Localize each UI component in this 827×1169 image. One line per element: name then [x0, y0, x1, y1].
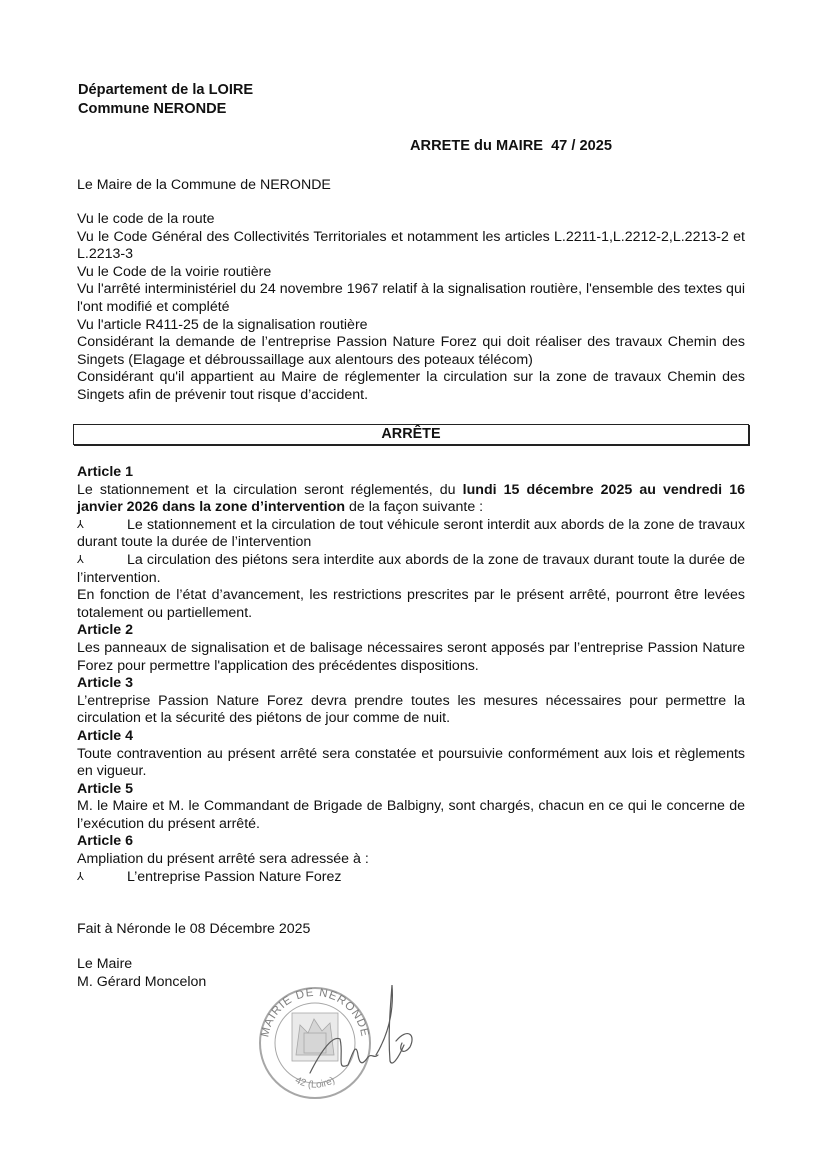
- article-4-title: Article 4: [77, 727, 133, 744]
- article-1-text-after: de la façon suivante :: [345, 499, 484, 516]
- departement-label: Département de la LOIRE: [78, 82, 254, 98]
- vu-item: Considérant la demande de l’entreprise Passion Nature Forez qui doit réaliser des travaux Chemin des Singets (Elagage et débroussaillage aux alentours des poteaux télécom): [77, 334, 745, 368]
- signatory-role: Le Maire: [77, 956, 133, 972]
- considerations-list: [77, 211, 745, 405]
- article-2-title: Article 2: [77, 622, 133, 639]
- bullet-text: L’entreprise Passion Nature Forez: [127, 868, 342, 885]
- article-1-dates: lundi 15 décembre 2025 au vendredi 16 janvier 2026 dans la zone d’intervention: [77, 481, 745, 516]
- vu-item: Vu le code de la route: [77, 211, 215, 227]
- bullet-icon: ⅄: [77, 870, 84, 883]
- vu-item: Vu l'article R411-25 de la signalisation routière: [77, 316, 368, 333]
- stamp-sub-text: 42 (Loire): [293, 1074, 337, 1091]
- article-5-text: M. le Maire et M. le Commandant de Brigade de Balbigny, sont chargés, chacun en ce qui le concerne de l’exécution du présent arrêté.: [77, 798, 745, 832]
- vu-item: Considérant qu'il appartient au Maire de réglementer la circulation sur la zone de travaux Chemin des Singets afin de prévenir tout risque d’accident.: [77, 369, 745, 403]
- article-1-bullet: [77, 552, 745, 587]
- bullet-icon: ⅄: [77, 518, 84, 531]
- article-3-text: L’entreprise Passion Nature Forez devra prendre toutes les mesures nécessaires pour permettre la circulation et la sécurité des piétons de jour comme de nuit.: [77, 692, 745, 727]
- signatory-name: M. Gérard Moncelon: [77, 973, 207, 990]
- document-header: [78, 81, 253, 119]
- article-2-text: Les panneaux de signalisation et de balisage nécessaires seront apposés par l’entreprise Passion Nature Forez pour permettre l'application des précédentes dispositions.: [77, 639, 745, 674]
- stamp-text: MAIRIE DE NERONDE: [259, 986, 371, 1039]
- mairie-stamp-and-signature: [240, 975, 430, 1105]
- date-place-line: Fait à Néronde le 08 Décembre 2025: [77, 921, 311, 937]
- vu-item: Vu le Code de la voirie routière: [77, 263, 272, 280]
- article-4-text: Toute contravention au présent arrêté sera constatée et poursuivie conformément aux lois et règlements en vigueur.: [77, 745, 745, 780]
- vu-item: Vu le Code Général des Collectivités Territoriales et notamment les articles L.2211-1,L.2212-2,L.2213-2 et L.2213-3: [77, 228, 745, 263]
- article-6-text: Ampliation du présent arrêté sera adressée à :: [77, 851, 369, 868]
- article-1-title: Article 1: [77, 464, 133, 480]
- bullet-text: La circulation des piétons sera interdite aux abords de la zone de travaux durant toute la durée de l’intervention.: [77, 551, 745, 586]
- articles-section: [77, 464, 745, 886]
- article-1-text: [77, 482, 745, 517]
- article-6-title: Article 6: [77, 833, 133, 850]
- article-6-bullet: [77, 869, 745, 887]
- page-title: ARRETE du MAIRE 47 / 2025: [410, 138, 612, 154]
- intro-line: Le Maire de la Commune de NERONDE: [77, 177, 331, 193]
- article-1-text-before: Le stationnement et la circulation seront réglementés, du: [77, 481, 463, 498]
- commune-label: Commune NERONDE: [78, 101, 227, 117]
- bullet-icon: ⅄: [77, 553, 84, 566]
- vu-item: Vu l'arrêté interministériel du 24 novembre 1967 relatif à la signalisation routière, l'ensemble des textes qui l'ont modifié et complété: [77, 281, 745, 315]
- signatory-block: [77, 956, 206, 991]
- article-5-title: Article 5: [77, 780, 133, 797]
- article-1-bullet: [77, 517, 745, 552]
- bullet-text: Le stationnement et la circulation de tout véhicule seront interdit aux abords de la zone de travaux durant toute la durée de l’intervention: [77, 516, 745, 551]
- article-1-note: En fonction de l’état d’avancement, les restrictions prescrites par le présent arrêté, pourront être levées totalement ou partiellement.: [77, 587, 745, 621]
- article-3-title: Article 3: [77, 675, 133, 692]
- arrete-heading-box: ARRÊTE: [73, 424, 749, 445]
